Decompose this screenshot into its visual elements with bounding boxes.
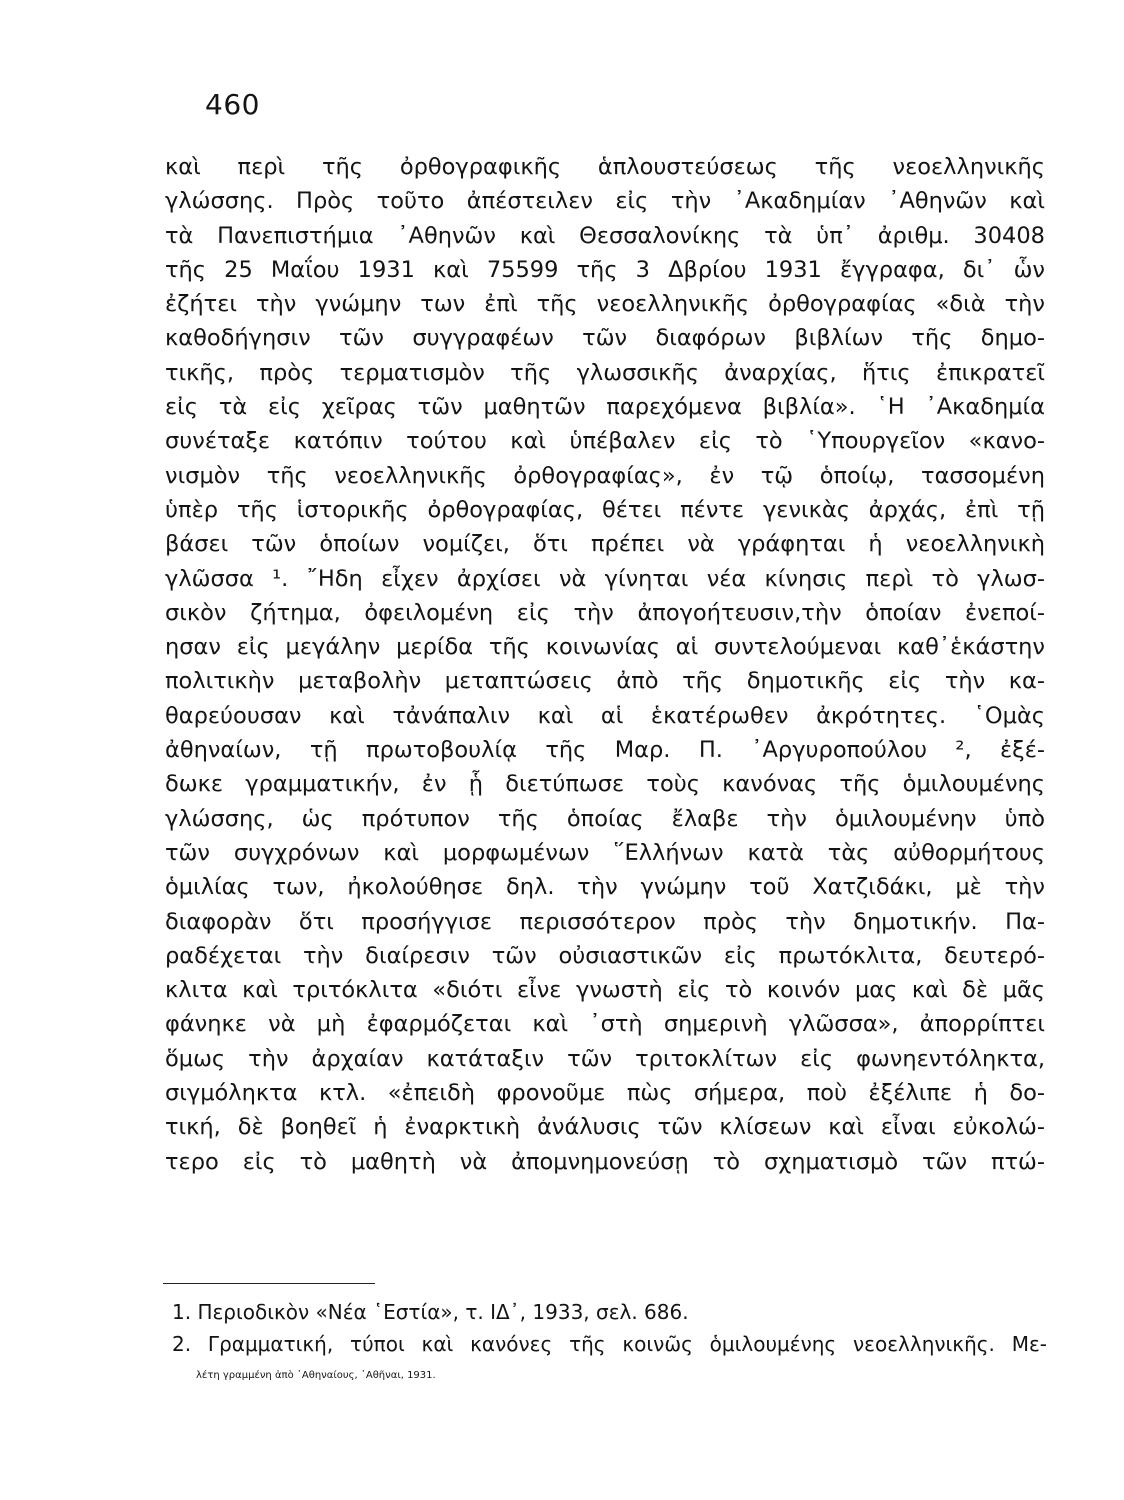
text-line: γλώσσης. Πρὸς τοῦτο ἀπέστειλεν εἰς τὴν ᾽Ακαδημίαν ᾽Αθηνῶν καὶ — [165, 188, 1045, 215]
text-line: ἀθηναίων, τῇ πρωτοβουλίᾳ τῆς Μαρ. Π. ᾽Αργυροπούλου ², ἐξέ- — [165, 737, 1045, 764]
page-number: 460 — [205, 88, 260, 121]
footnotes — [172, 1296, 1047, 1392]
footnote-separator — [163, 1283, 375, 1284]
text-line: σιγμόληκτα κτλ. «ἐπειδὴ φρονοῦμε πὼς σήμερα, ποὺ ἐξέλιπε ἡ δο- — [165, 1080, 1045, 1107]
text-line: καὶ περὶ τῆς ὀρθογραφικῆς ἁπλουστεύσεως τῆς νεοελληνικῆς — [165, 154, 1045, 180]
text-line: ἐζήτει τὴν γνώμην των ἐπὶ τῆς νεοελληνικῆς ὀρθογραφίας «διὰ τὴν — [165, 291, 1045, 318]
text-line: θαρεύουσαν καὶ τἀνάπαλιν καὶ αἱ ἑκατέρωθεν ἀκρότητες. ῾Ομὰς — [165, 702, 1045, 729]
text-line: γλώσσης, ὡς πρότυπον τῆς ὁποίας ἔλαβε τὴν ὁμιλουμένην ὑπὸ — [165, 805, 1045, 832]
text-line: τερο εἰς τὸ μαθητὴ νὰ ἀπομνημονεύσῃ τὸ σχηματισμὸ τῶν πτώ- — [165, 1148, 1045, 1175]
text-line: ραδέχεται τὴν διαίρεσιν τῶν οὐσιαστικῶν εἰς πρωτόκλιτα, δευτερό- — [165, 942, 1045, 969]
text-line: γλῶσσα ¹. ῎Ηδη εἶχεν ἀρχίσει νὰ γίνηται νέα κίνησις περὶ τὸ γλωσ- — [165, 565, 1045, 592]
body-text — [165, 150, 1045, 1179]
text-line: σικὸν ζήτημα, ὀφειλομένη εἰς τὴν ἀπογοήτευσιν,τὴν ὁποίαν ἐνεποί- — [165, 599, 1045, 626]
text-line: διαφορὰν ὅτι προσήγγισε περισσότερον πρὸς τὴν δημοτικήν. Πα- — [165, 908, 1045, 935]
text-line: δωκε γραμματικήν, ἐν ᾗ διετύπωσε τοὺς κανόνας τῆς ὁμιλουμένης — [165, 771, 1045, 798]
footnote — [172, 1328, 1047, 1392]
text-line: ὁμιλίας των, ἠκολούθησε δηλ. τὴν γνώμην τοῦ Χατζιδάκι, μὲ τὴν — [165, 874, 1045, 901]
text-line: νισμὸν τῆς νεοελληνικῆς ὀρθογραφίας», ἐν τῷ ὁποίῳ, τασσομένη — [165, 462, 1045, 489]
footnote-line: 1. Περιοδικὸν «Νέα ῾Εστία», τ. ΙΔ᾽, 1933, σελ. 686. — [172, 1300, 689, 1324]
footnote-line: 2. Γραμματική, τύποι καὶ κανόνες τῆς κοινῶς ὁμιλουμένης νεοελληνικῆς. Με- — [172, 1332, 1047, 1356]
footnote — [172, 1296, 1047, 1328]
text-line: ὑπὲρ τῆς ἱστορικῆς ὀρθογραφίας, θέτει πέντε γενικὰς ἀρχάς, ἐπὶ τῇ — [165, 496, 1045, 523]
text-line: τικῆς, πρὸς τερματισμὸν τῆς γλωσσικῆς ἀναρχίας, ἥτις ἐπικρατεῖ — [165, 359, 1045, 386]
text-line: καθοδήγησιν τῶν συγγραφέων τῶν διαφόρων βιβλίων τῆς δημο- — [165, 325, 1045, 352]
text-line: φάνηκε νὰ μὴ ἐφαρμόζεται καὶ ᾽στὴ σημερινὴ γλῶσσα», ἀπορρίπτει — [165, 1011, 1045, 1038]
text-line: συνέταξε κατόπιν τούτου καὶ ὑπέβαλεν εἰς τὸ ῾Υπουργεῖον «κανο- — [165, 428, 1045, 455]
text-line: τὰ Πανεπιστήμια ᾽Αθηνῶν καὶ Θεσσαλονίκης τὰ ὑπ᾽ ἀριθμ. 30408 — [165, 222, 1045, 249]
text-line: τῆς 25 Μαΐου 1931 καὶ 75599 τῆς 3 Δβρίου 1931 ἔγγραφα, δι᾽ ὧν — [165, 256, 1045, 283]
text-line: τῶν συγχρόνων καὶ μορφωμένων ῞Ελλήνων κατὰ τὰς αὐθορμήτους — [165, 839, 1045, 866]
text-line: βάσει τῶν ὁποίων νομίζει, ὅτι πρέπει νὰ γράφηται ἡ νεοελληνικὴ — [165, 531, 1045, 558]
text-line: εἰς τὰ εἰς χεῖρας τῶν μαθητῶν παρεχόμενα βιβλία». ῾Η ᾽Ακαδημία — [165, 394, 1045, 421]
footnote-line: λέτη γραμμένη ἀπὸ ᾽Αθηναίους, ᾽Αθῆναι, 1931. — [196, 1370, 436, 1381]
text-line: κλιτα καὶ τριτόκλιτα «διότι εἶνε γνωστὴ εἰς τὸ κοινόν μας καὶ δὲ μᾶς — [165, 977, 1045, 1004]
text-line: πολιτικὴν μεταβολὴν μεταπτώσεις ἀπὸ τῆς δημοτικῆς εἰς τὴν κα- — [165, 668, 1045, 695]
text-line: ὅμως τὴν ἀρχαίαν κατάταξιν τῶν τριτοκλίτων εἰς φωνηεντόληκτα, — [165, 1045, 1045, 1072]
text-line: ησαν εἰς μεγάλην μερίδα τῆς κοινωνίας αἱ συντελούμεναι καθ᾽ἑκάστην — [165, 634, 1045, 661]
text-line: τική, δὲ βοηθεῖ ἡ ἐναρκτικὴ ἀνάλυσις τῶν κλίσεων καὶ εἶναι εὐκολώ- — [165, 1114, 1045, 1141]
